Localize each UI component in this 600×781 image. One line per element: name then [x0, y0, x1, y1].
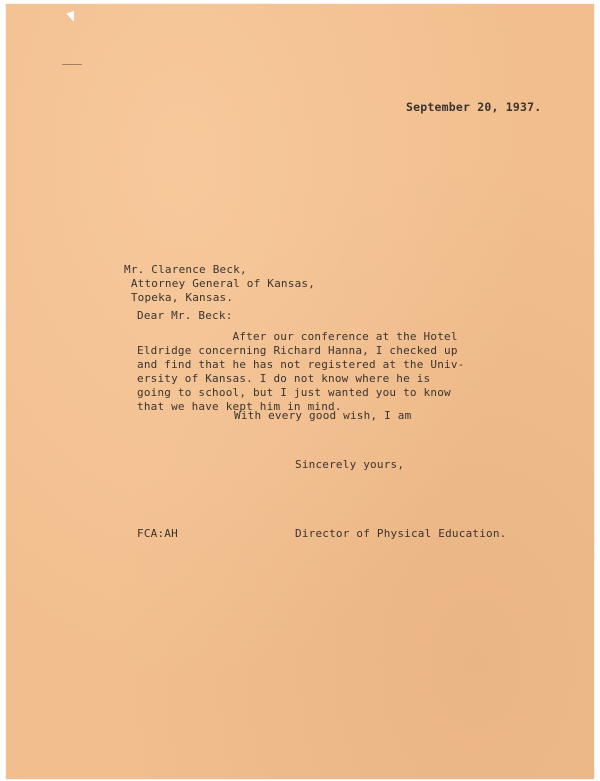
margin-pencil-mark: [62, 64, 82, 65]
reference-initials: FCA:AH: [137, 527, 178, 540]
sign-off: Sincerely yours,: [295, 458, 405, 471]
letter-page: [6, 4, 594, 779]
letter-date: September 20, 1937.: [406, 100, 542, 114]
closing-wish: With every good wish, I am: [234, 409, 412, 422]
salutation: Dear Mr. Beck:: [137, 309, 233, 322]
paper-tear-mark: [67, 11, 78, 23]
recipient-address: Mr. Clarence Beck, Attorney General of Kansas, Topeka, Kansas.: [124, 263, 316, 304]
signer-title: Director of Physical Education.: [295, 527, 507, 540]
letter-body: After our conference at the Hotel Eldridge concerning Richard Hanna, I checked up and find that he has not registered at the Univ- ersity of Kansas. I do not know where he is going to school, but I just wanted you to know that we have kept him in mind.: [137, 330, 465, 413]
